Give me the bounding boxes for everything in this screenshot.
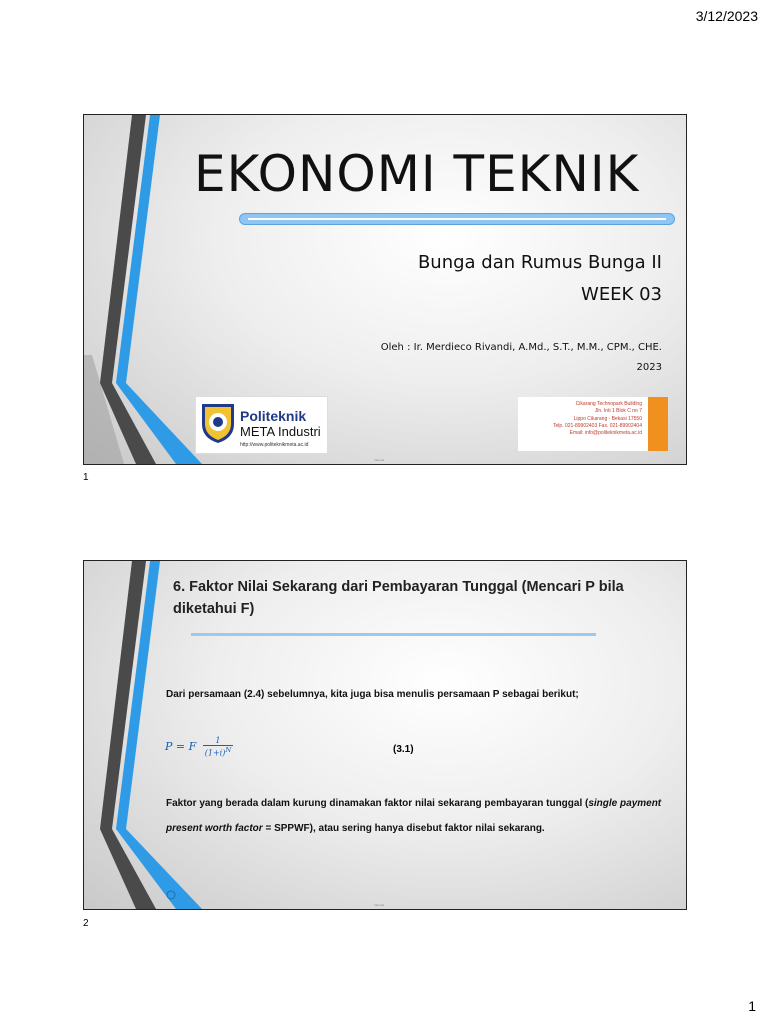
slide-number: 1 <box>83 472 89 483</box>
address-line: Jln. Inti 1 Blok C no 7 <box>594 408 642 415</box>
slide-week: WEEK 03 <box>581 284 662 305</box>
orange-accent-bar <box>648 397 668 451</box>
footer-mark: Internal <box>374 458 385 462</box>
formula-numerator: 1 <box>203 736 233 746</box>
institution-logo <box>195 396 328 454</box>
logo-name-line1: Politeknik <box>240 408 307 424</box>
logo-url: http://www.politeknikmeta.ac.id <box>240 442 309 448</box>
equation-number: (3.1) <box>393 744 414 755</box>
formula-exponent: N <box>225 746 232 754</box>
title-rule <box>239 213 675 225</box>
italic-term: single payment present worth factor <box>166 798 662 834</box>
address-line: Email: info@politeknikmeta.ac.id <box>569 430 642 437</box>
shield-icon <box>200 402 236 444</box>
address-block <box>518 397 668 451</box>
page-number: 1 <box>748 998 756 1014</box>
address-line: Lippo Cikarang - Bekasi 17550 <box>573 415 642 422</box>
slide-title: EKONOMI TEKNIK <box>194 145 640 203</box>
title-rule <box>191 633 596 636</box>
formula <box>165 736 233 758</box>
print-date: 3/12/2023 <box>695 8 758 24</box>
slide-subtitle: Bunga dan Rumus Bunga II <box>417 252 662 273</box>
address-line: Telp. 021-89902403 Fax. 021-89902404 <box>553 422 642 429</box>
slide-title: 6. Faktor Nilai Sekarang dari Pembayaran Tunggal (Mencari P bila diketahui F) <box>173 579 624 617</box>
logo-name-line2: META Industri <box>240 424 321 439</box>
slide-1 <box>83 114 687 465</box>
explanation-paragraph: Faktor yang berada dalam kurung dinamakan faktor nilai sekarang pembayaran tunggal (single payment present worth factor = SPPWF), atau sering hanya disebut faktor nilai sekarang. <box>166 798 662 834</box>
intro-text: Dari persamaan (2.4) sebelumnya, kita juga bisa menulis persamaan P sebagai berikut; <box>166 689 579 700</box>
slide-author: Oleh : Ir. Merdieco Rivandi, A.Md., S.T., M.M., CPM., CHE. <box>380 342 662 353</box>
footer-mark: Internal <box>374 903 385 907</box>
address-line: Cikarang Technopark Building <box>575 401 642 407</box>
slide-number: 2 <box>83 918 89 929</box>
slide-2 <box>83 560 687 910</box>
formula-denominator: (1+i) <box>204 748 226 758</box>
formula-lhs: P = F <box>165 739 197 753</box>
slide-year: 2023 <box>636 362 662 373</box>
